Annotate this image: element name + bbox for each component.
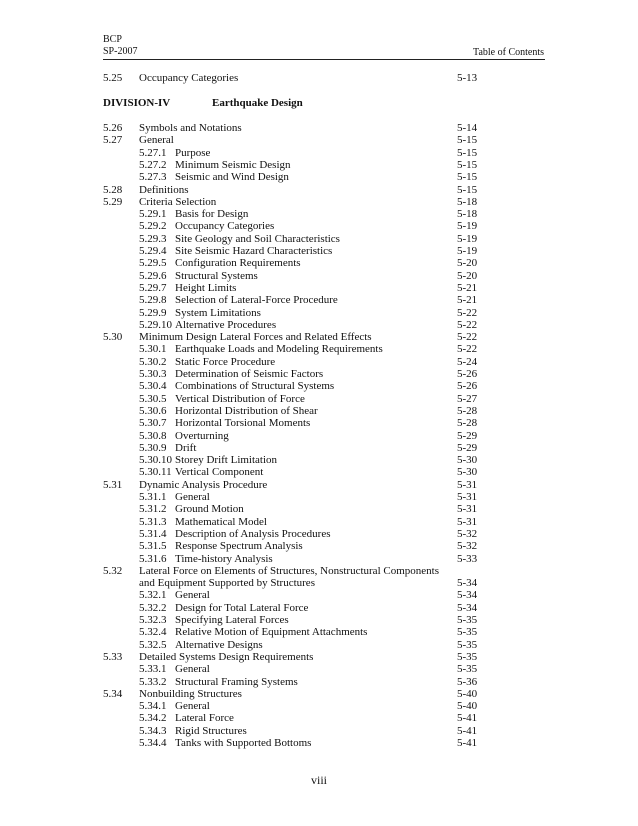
toc-entry — [0, 491, 638, 503]
toc-entry-number: 5.31 — [103, 478, 123, 491]
toc-entry-title: System Limitations — [175, 306, 261, 319]
toc-entry-title: Alternative Procedures — [175, 318, 277, 331]
toc-entry-title: Determination of Seismic Factors — [175, 368, 324, 380]
toc-entry — [0, 122, 638, 134]
toc-entry-title: General — [175, 589, 210, 602]
toc-entry-title: Overturning — [175, 429, 229, 442]
toc-entry-page: 5-15 — [457, 171, 478, 184]
toc-entry-title: Static Force Procedure — [175, 355, 276, 368]
toc-entry-number: 5.30.5 — [139, 392, 167, 405]
toc-entry-page: 5-28 — [457, 404, 478, 417]
toc-entry-page: 5-19 — [457, 220, 478, 233]
toc-entry — [0, 159, 638, 171]
toc-entry-page: 5-35 — [457, 626, 478, 639]
toc-entry-number: 5.31.2 — [139, 503, 167, 516]
toc-entry-number: 5.30.9 — [139, 441, 167, 454]
toc-entry-number: 5.29.1 — [139, 208, 167, 221]
toc-entry-number: 5.31.5 — [139, 540, 167, 553]
toc-entry — [0, 171, 638, 183]
toc-entry-page: 5-15 — [457, 134, 478, 147]
toc-entry-title: Selection of Lateral-Force Procedure — [175, 294, 338, 307]
toc-entry — [0, 405, 638, 417]
toc-entry-page: 5-29 — [457, 441, 478, 454]
toc-entry-number: 5.34.4 — [139, 737, 167, 749]
toc-entry-number: 5.30.6 — [139, 404, 167, 417]
toc-entry-number: 5.31.6 — [139, 552, 167, 565]
toc-entry-title: Seismic and Wind Design — [175, 171, 289, 184]
toc-entry-page: 5-30 — [457, 466, 478, 479]
toc-entry-page: 5-20 — [457, 269, 478, 282]
toc-entry-title: Nonbuilding Structures — [139, 687, 242, 700]
toc-entry — [0, 417, 638, 429]
toc-entry-title: Alternative Designs — [175, 638, 263, 651]
toc-entry-page: 5-31 — [457, 503, 478, 516]
toc-entry-title: Drift — [175, 441, 197, 454]
header-rule — [103, 59, 545, 60]
toc-entry — [0, 676, 638, 688]
toc-entry — [0, 688, 638, 700]
toc-entry-page: 5-15 — [457, 158, 478, 171]
toc-entry-page: 5-35 — [457, 638, 478, 651]
toc-entry-page: 5-31 — [457, 478, 478, 491]
toc-entry-title: Height Limits — [175, 281, 237, 294]
toc-entry — [0, 589, 638, 601]
division-label: DIVISION-IV — [103, 97, 171, 109]
toc-entry-page: 5-34 — [457, 577, 478, 590]
toc-entry — [0, 257, 638, 269]
toc-entry-page: 5-41 — [457, 737, 478, 749]
toc-entry — [0, 565, 638, 577]
toc-entry-number: 5.31.1 — [139, 491, 167, 503]
toc-entry-title: Lateral Force on Elements of Structures, Nonstructural Components — [139, 564, 439, 577]
toc-entry-title: Occupancy Categories — [139, 72, 239, 84]
toc-entry-title: General — [175, 700, 210, 713]
toc-entry-page: 5-26 — [457, 368, 478, 380]
toc-entry — [0, 503, 638, 515]
toc-entry-title: Dynamic Analysis Procedure — [139, 478, 268, 491]
header-code: BCP — [103, 34, 122, 45]
toc-entry — [0, 639, 638, 651]
toc-entry-page: 5-35 — [457, 650, 478, 663]
toc-entry-number: 5.33.1 — [139, 663, 167, 676]
toc-entry-number: 5.25 — [103, 72, 123, 84]
toc-entry-number: 5.29.7 — [139, 281, 167, 294]
toc-entry-title: Configuration Requirements — [175, 257, 301, 270]
toc-entry-number: 5.29 — [103, 195, 123, 208]
toc-entry — [0, 553, 638, 565]
toc-entry-title: Lateral Force — [175, 712, 234, 725]
toc-entry-number: 5.29.8 — [139, 294, 167, 307]
toc-entry-number: 5.29.4 — [139, 245, 167, 257]
toc-entry — [0, 245, 638, 257]
toc-entry-page: 5-35 — [457, 663, 478, 676]
toc-entry-number: 5.29.3 — [139, 232, 167, 245]
toc-entry-title: Site Geology and Soil Characteristics — [175, 232, 340, 245]
toc-entry-page: 5-35 — [457, 614, 478, 626]
toc-entry-page: 5-40 — [457, 700, 478, 713]
toc-entry-page: 5-41 — [457, 712, 478, 725]
toc-entry — [0, 430, 638, 442]
toc-entry — [0, 540, 638, 552]
toc-entry-number: 5.32 — [103, 564, 123, 577]
toc-entry-title: Vertical Distribution of Force — [175, 392, 305, 405]
toc-entry — [0, 72, 638, 84]
toc-entry — [0, 270, 638, 282]
toc-entry — [0, 577, 638, 589]
toc-entry-number: 5.30.8 — [139, 429, 167, 442]
toc-entry — [0, 479, 638, 491]
toc-entry-title: Occupancy Categories — [175, 220, 275, 233]
toc-entry-title: Specifying Lateral Forces — [175, 614, 289, 626]
toc-entry — [0, 343, 638, 355]
toc-entry — [0, 528, 638, 540]
toc-entry-title: Rigid Structures — [175, 724, 247, 737]
toc-entry-number: 5.29.5 — [139, 257, 167, 270]
toc-entry-number: 5.34.1 — [139, 700, 167, 713]
toc-entry-page: 5-19 — [457, 232, 478, 245]
toc-entry-number: 5.29.2 — [139, 220, 167, 233]
toc-entry — [0, 331, 638, 343]
toc-entry-page: 5-26 — [457, 380, 478, 393]
header-section-title: Table of Contents — [473, 47, 544, 58]
division-title: Earthquake Design — [212, 97, 303, 109]
toc-entry — [0, 442, 638, 454]
toc-entry-page: 5-34 — [457, 589, 478, 602]
toc-entry-page: 5-22 — [457, 331, 478, 344]
toc-entry — [0, 651, 638, 663]
toc-entry-number: 5.33 — [103, 650, 123, 663]
toc-entry-page: 5-21 — [457, 281, 478, 294]
toc-entry — [0, 368, 638, 380]
toc-entry-title: Horizontal Distribution of Shear — [175, 404, 318, 417]
toc-entry-number: 5.27.2 — [139, 158, 167, 171]
toc-entry-title: Minimum Design Lateral Forces and Related Effects — [139, 331, 372, 344]
toc-entry-page: 5-29 — [457, 429, 478, 442]
toc-entry — [0, 220, 638, 232]
toc-entry-number: 5.27.3 — [139, 171, 167, 184]
toc-entry-page: 5-32 — [457, 540, 478, 553]
toc-entry — [0, 147, 638, 159]
toc-entry-page: 5-22 — [457, 318, 478, 331]
toc-entry — [0, 307, 638, 319]
toc-entry-title: Minimum Seismic Design — [175, 158, 291, 171]
toc-entry-page: 5-32 — [457, 527, 478, 540]
toc-entry-title: General — [139, 134, 174, 147]
toc-entry-page: 5-34 — [457, 601, 478, 614]
toc-entry-number: 5.30.4 — [139, 380, 167, 393]
toc-entry — [0, 380, 638, 392]
toc-entry-title: and Equipment Supported by Structures — [139, 577, 315, 590]
toc-entry — [0, 356, 638, 368]
toc-entry-number: 5.30 — [103, 331, 123, 344]
toc-entry-title: Definitions — [139, 183, 189, 196]
toc-entry-title: Storey Drift Limitation — [175, 454, 278, 467]
page-number: viii — [310, 773, 327, 787]
toc-entry-title: Structural Framing Systems — [175, 675, 298, 688]
toc-entry-page: 5-33 — [457, 552, 478, 565]
toc-entry-number: 5.29.6 — [139, 269, 167, 282]
toc-entry-number: 5.29.10 — [139, 318, 172, 331]
toc-entry-title: Purpose — [175, 146, 211, 159]
toc-entry — [0, 134, 638, 146]
toc-entry-title: Relative Motion of Equipment Attachments — [175, 626, 368, 639]
toc-entry-title: Ground Motion — [175, 503, 244, 516]
toc-entry — [0, 626, 638, 638]
toc-entry-title: Combinations of Structural Systems — [175, 380, 335, 393]
toc-entry-title: Structural Systems — [175, 269, 258, 282]
toc-entry-title: Basis for Design — [175, 208, 249, 221]
toc-entry-number: 5.26 — [103, 122, 123, 134]
toc-entry-title: Mathematical Model — [175, 515, 267, 528]
toc-entry-page: 5-40 — [457, 687, 478, 700]
toc-entry-page: 5-22 — [457, 343, 478, 356]
toc-entry — [0, 233, 638, 245]
toc-entry-number: 5.31.3 — [139, 515, 167, 528]
toc-entry-number: 5.30.10 — [139, 454, 172, 467]
toc-entry-page: 5-30 — [457, 454, 478, 467]
toc-entry — [0, 319, 638, 331]
toc-entry-number: 5.32.5 — [139, 638, 167, 651]
toc-entry — [0, 454, 638, 466]
header-document-id: SP-2007 — [103, 46, 138, 57]
toc-entry-page: 5-31 — [457, 491, 478, 503]
toc-entry-number: 5.29.9 — [139, 306, 167, 319]
toc-entry-title: Response Spectrum Analysis — [175, 540, 303, 553]
toc-entry-title: Symbols and Notations — [139, 122, 242, 134]
toc-entry-title: General — [175, 663, 210, 676]
toc-entry-number: 5.32.2 — [139, 601, 167, 614]
toc-entry — [0, 184, 638, 196]
toc-entry-page: 5-22 — [457, 306, 478, 319]
toc-entry-number: 5.30.11 — [139, 466, 172, 479]
toc-entry-page: 5-24 — [457, 355, 478, 368]
toc-entry — [0, 466, 638, 478]
toc-entry — [0, 282, 638, 294]
toc-entry-number: 5.34 — [103, 687, 123, 700]
toc-entry — [0, 725, 638, 737]
toc-entry-page: 5-19 — [457, 245, 478, 257]
toc-entry-number: 5.28 — [103, 183, 123, 196]
toc-entry — [0, 737, 638, 749]
toc-entry-number: 5.27.1 — [139, 146, 167, 159]
toc-entry-page: 5-21 — [457, 294, 478, 307]
toc-entry-page: 5-20 — [457, 257, 478, 270]
toc-entry-page: 5-15 — [457, 146, 478, 159]
toc-entry-title: Criteria Selection — [139, 195, 217, 208]
toc-entry-number: 5.32.3 — [139, 614, 167, 626]
toc-entry-page: 5-15 — [457, 183, 478, 196]
toc-entry-number: 5.31.4 — [139, 527, 167, 540]
toc-entry-number: 5.34.2 — [139, 712, 167, 725]
toc-entry-title: General — [175, 491, 210, 503]
toc-entry-title: Earthquake Loads and Modeling Requirements — [175, 343, 383, 356]
toc-entry-page: 5-36 — [457, 675, 478, 688]
toc-entry-number: 5.32.4 — [139, 626, 167, 639]
toc-entry — [0, 196, 638, 208]
toc-entry — [0, 614, 638, 626]
toc-entry — [0, 393, 638, 405]
toc-entry-page: 5-28 — [457, 417, 478, 430]
toc-entry-page: 5-18 — [457, 195, 478, 208]
toc-entry-page: 5-18 — [457, 208, 478, 221]
toc-entry-number: 5.30.7 — [139, 417, 167, 430]
toc-entry-page: 5-41 — [457, 724, 478, 737]
toc-entry — [0, 712, 638, 724]
toc-entry-number: 5.34.3 — [139, 724, 167, 737]
toc-entry-number: 5.30.3 — [139, 368, 167, 380]
toc-entry-number: 5.32.1 — [139, 589, 167, 602]
toc-entry-number: 5.27 — [103, 134, 123, 147]
toc-entry-title: Design for Total Lateral Force — [175, 601, 309, 614]
toc-entry-number: 5.30.1 — [139, 343, 167, 356]
toc-entry-title: Description of Analysis Procedures — [175, 527, 331, 540]
toc-entry-title: Site Seismic Hazard Characteristics — [175, 245, 333, 257]
toc-entry-page: 5-14 — [457, 122, 478, 134]
toc-entry-page: 5-13 — [457, 72, 478, 84]
toc-entry-title: Tanks with Supported Bottoms — [175, 737, 312, 749]
toc-entry — [0, 294, 638, 306]
toc-entry — [0, 663, 638, 675]
toc-entry-title: Vertical Component — [175, 466, 264, 479]
toc-entry — [0, 516, 638, 528]
toc-entry-title: Horizontal Torsional Moments — [175, 417, 311, 430]
toc-entry — [0, 602, 638, 614]
toc-entry-number: 5.30.2 — [139, 355, 167, 368]
division-heading — [0, 97, 638, 109]
toc-entry-number: 5.33.2 — [139, 675, 167, 688]
toc-entry-page: 5-27 — [457, 392, 478, 405]
toc-entry-page: 5-31 — [457, 515, 478, 528]
toc-entry — [0, 700, 638, 712]
toc-entry — [0, 208, 638, 220]
toc-entry-title: Detailed Systems Design Requirements — [139, 650, 314, 663]
toc-entry-title: Time-history Analysis — [175, 552, 273, 565]
